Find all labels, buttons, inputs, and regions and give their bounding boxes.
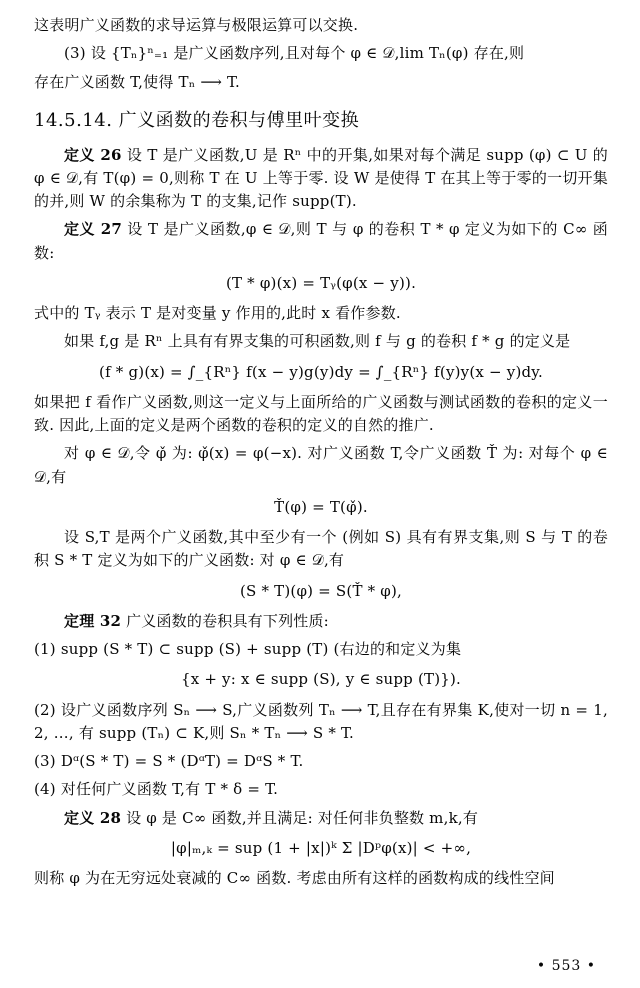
paragraph-after-fg: 如果把 f 看作广义函数,则这一定义与上面所给的广义函数与测试函数的卷积的定义一致. 因此,上面的定义是两个函数的卷积的定义的自然的推广. [34,392,608,435]
section-heading: 14.5.14. 广义函数的卷积与傅里叶变换 [34,109,360,131]
equation-seminorm [34,837,608,860]
theorem-32-item-1-set: {x + y: x ∈ supp (S), y ∈ supp (T)}). [180,670,462,689]
definition-27 [34,218,608,265]
paragraph-last: 则称 φ 为在无穷远处衰减的 C∞ 函数. 考虑由所有这样的函数构成的线性空间 [34,869,555,888]
paragraph-st-convolution: 设 S,T 是两个广义函数,其中至少有一个 (例如 S) 具有有界支集,则 S 与 T 的卷积 S * T 定义为如下的广义函数: 对 φ ∈ 𝒟,有 [34,528,608,570]
theorem-32-label: 定理 32 [64,611,122,630]
paragraph-item-3 [34,42,608,65]
equation-seminorm-main: |φ|ₘ,ₖ = sup (1 + |x|)ᵏ Σ |Dᵖφ(x)| < +∞, [170,838,472,857]
item-3-text: (3) 设 {Tₙ}ⁿ₌₁ 是广义函数序列,且对每个 φ ∈ 𝒟,lim Tₙ(φ) 存在,则 [64,44,525,63]
item-3-cont-text: 存在广义函数 T,使得 Tₙ ⟶ T. [34,72,241,91]
definition-28 [34,807,608,830]
definition-27-text: 设 T 是广义函数,φ ∈ 𝒟,则 T 与 φ 的卷积 T * φ 定义为如下的 C∞ 函数: [34,220,608,262]
definition-26 [34,144,608,214]
definition-26-label: 定义 26 [64,145,122,164]
paragraph-check: 对 φ ∈ 𝒟,令 φ̌ 为: φ̌(x) = φ(−x). 对广义函数 T,令广义函数 Ť 为: 对每个 φ ∈ 𝒟,有 [34,444,608,486]
theorem-32-item-3: (3) Dᵅ(S * T) = S * (DᵅT) = DᵅS * T. [34,752,304,771]
paragraph-fg: 如果 f,g 是 Rⁿ 上具有有界支集的可积函数,则 f 与 g 的卷积 f * g 的定义是 [64,332,571,351]
equation-st: (S * T)(φ) = S(Ť * φ), [239,581,403,600]
theorem-32-text: 广义函数的卷积具有下列性质: [126,611,329,630]
equation-check: Ť(φ) = T(φ̌). [274,497,368,516]
equation-convolution: (T * φ)(x) = Tᵧ(φ(x − y)). [225,273,417,292]
paragraph-intro: 这表明广义函数的求导运算与极限运算可以交换. [34,16,359,34]
theorem-32-item-4: (4) 对任何广义函数 T,有 T * δ = T. [34,780,279,799]
theorem-32-item-2: (2) 设广义函数序列 Sₙ ⟶ S,广义函数列 Tₙ ⟶ T,且存在有界集 K,使对一切 n = 1, 2, …, 有 supp (Tₙ) ⊂ K,则 Sₙ * Tₙ ⟶ S * T. [34,700,608,742]
theorem-32 [34,610,608,633]
definition-28-text: 设 φ 是 C∞ 函数,并且满足: 对任何非负整数 m,k,有 [126,808,479,827]
definition-28-label: 定义 28 [64,808,122,827]
theorem-32-item-1: (1) supp (S * T) ⊂ supp (S) + supp (T) (右边的和定义为集 [34,640,462,659]
paragraph-item-3-cont [34,71,608,94]
equation-fg-convolution: (f * g)(x) = ∫_{Rⁿ} f(x − y)g(y)dy = ∫_{Rⁿ} f(y)y(x − y)dy. [99,362,543,381]
definition-27-label: 定义 27 [64,220,122,239]
page-content [34,14,608,895]
definition-26-text: 设 T 是广义函数,U 是 Rⁿ 中的开集,如果对每个满足 supp (φ) ⊂ U 的 φ ∈ 𝒟,有 T(φ) = 0,则称 T 在 U 上等于零. 设 W 是使得 T 在其上等于零的一切开集的并,则 W 的余集称为 T 的支集,记作 supp(T). [34,145,608,211]
page-number: • 553 • [536,958,596,974]
paragraph-after-conv: 式中的 Tᵧ 表示 T 是对变量 y 作用的,此时 x 看作参数. [34,304,401,323]
